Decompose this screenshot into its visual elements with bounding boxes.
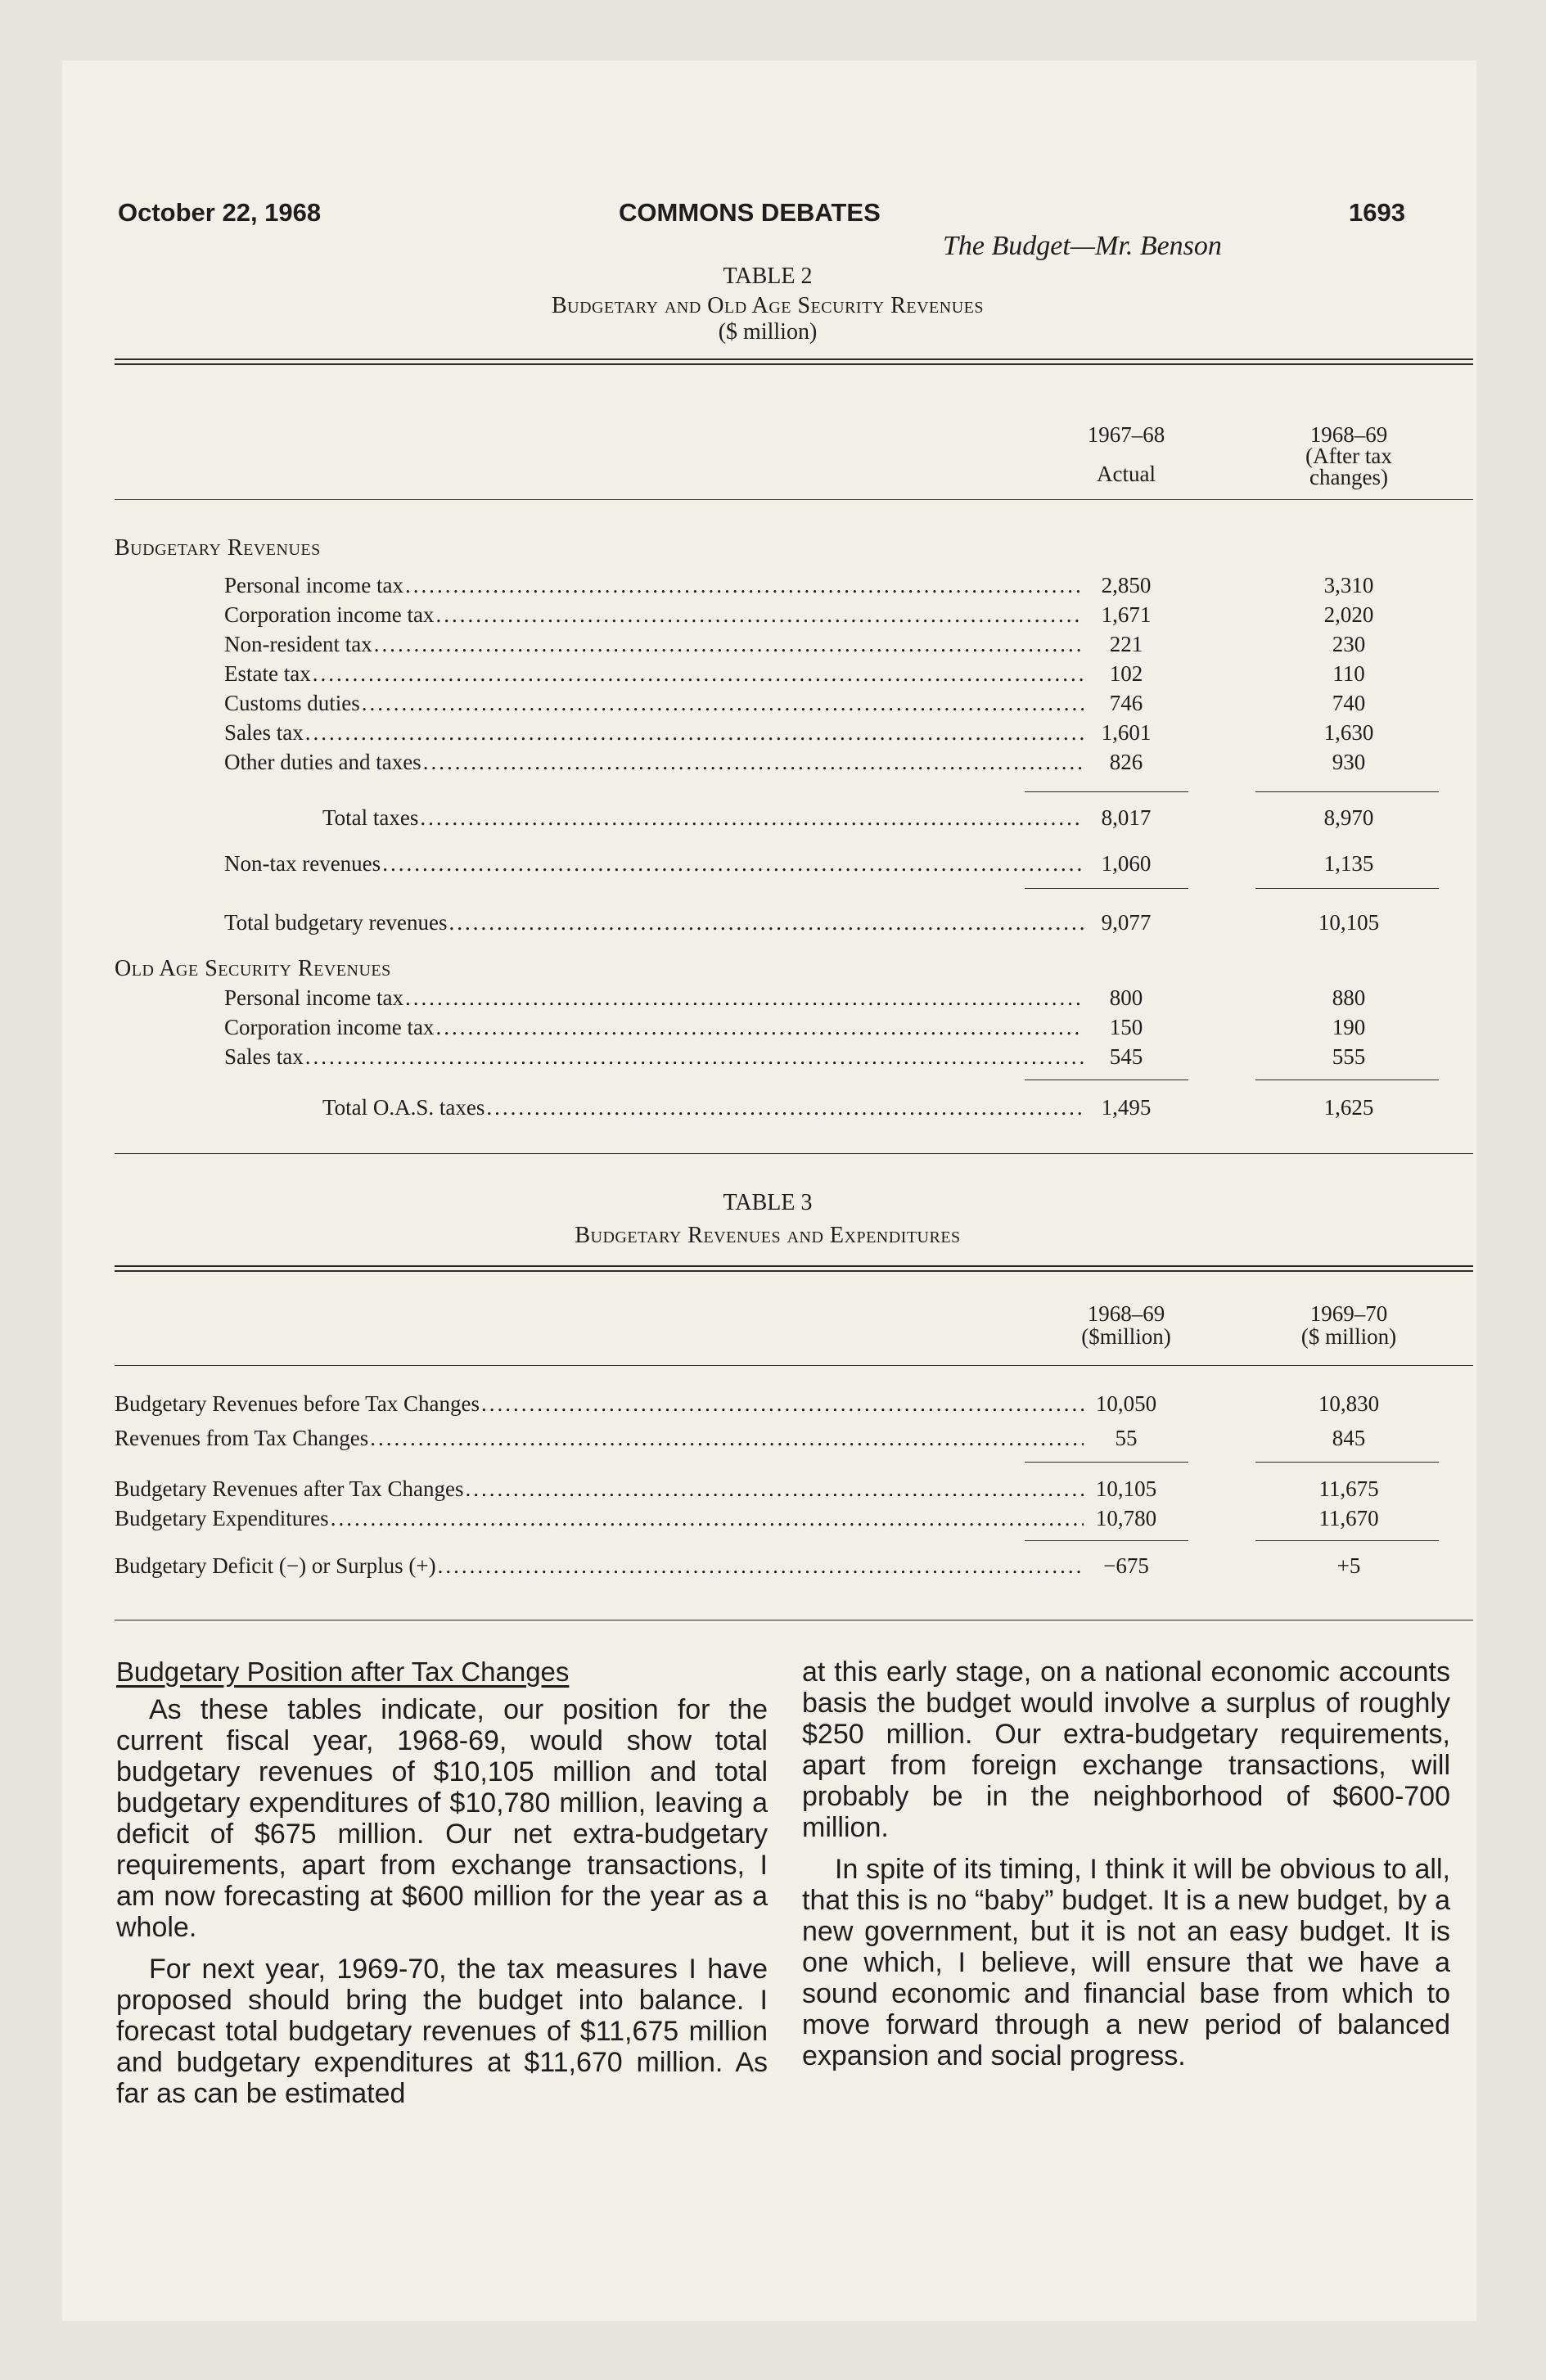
cell-value: 10,780 <box>1095 1506 1157 1530</box>
row-label: Non-tax revenues <box>224 851 381 876</box>
row-label: Budgetary Revenues before Tax Changes <box>115 1391 480 1416</box>
row-label: Non-resident tax <box>224 632 372 656</box>
cell-value: 10,105 <box>1095 1476 1157 1501</box>
table-row <box>115 1552 1084 1580</box>
cell-value: 1,630 <box>1323 720 1374 745</box>
cell-value: 102 <box>1109 661 1143 686</box>
table-row <box>224 601 1084 629</box>
cell-value: 11,670 <box>1318 1506 1379 1530</box>
table-row <box>224 689 1084 717</box>
table-row <box>260 1093 1084 1121</box>
table3-col2-sub: ($ million) <box>1300 1324 1397 1349</box>
row-label: Sales tax <box>224 1044 304 1069</box>
cell-value: 110 <box>1332 661 1365 686</box>
row-label: Corporation income tax <box>224 1015 435 1039</box>
cell-value: 3,310 <box>1323 573 1374 597</box>
table3-head-rule <box>115 1365 1473 1366</box>
subtotal-rule <box>1025 888 1188 889</box>
table2-col1-head: 1967–68 <box>1087 422 1165 447</box>
paragraph: As these tables indicate, our position for the current fiscal year, 1968-69, would show total budgetary revenues of $10,105 million and total budgetary expenditures of $10,780 million, leaving a deficit of $675 million. Our net extra-budgetary requirements, apart from exchange transactions, I am now forecasting at $600 million for the year as a whole. <box>116 1694 768 1943</box>
row-label: Budgetary Revenues after Tax Changes <box>115 1476 464 1501</box>
cell-value: 230 <box>1332 632 1366 656</box>
table-row <box>224 908 1084 936</box>
table2-top-rule-1 <box>115 358 1473 360</box>
cell-value: 2,850 <box>1101 573 1152 597</box>
table2-subtitle: Budgetary and Old Age Security Revenues <box>551 293 985 318</box>
cell-value: 880 <box>1332 985 1366 1010</box>
text-column-right <box>802 1657 1450 2082</box>
subtotal-rule <box>1255 1462 1439 1463</box>
row-label: Total O.A.S. taxes <box>260 1093 486 1121</box>
page-number: 1693 <box>1349 198 1405 227</box>
table-row <box>115 1475 1084 1503</box>
table2-col2-sub1: (After tax <box>1305 444 1392 468</box>
cell-value: 150 <box>1109 1015 1143 1039</box>
paragraph: For next year, 1969-70, the tax measures I have proposed should bring the budget into balance. I forecast total budgetary revenues of $11,675 million and budgetary expenditures at $11,670 million. As far as can be estimated <box>116 1954 768 2109</box>
table-row <box>115 1504 1084 1532</box>
row-label: Revenues from Tax Changes <box>115 1426 369 1450</box>
row-label: Personal income tax <box>224 985 403 1010</box>
table2-section-oas: Old Age Security Revenues <box>115 956 391 981</box>
cell-value: 800 <box>1109 985 1143 1010</box>
row-label: Budgetary Expenditures <box>115 1506 329 1530</box>
cell-value: 8,017 <box>1101 805 1152 830</box>
cell-value: 826 <box>1109 750 1143 774</box>
cell-value: 55 <box>1115 1426 1138 1450</box>
subtotal-rule <box>1255 1540 1439 1541</box>
cell-value: −675 <box>1103 1553 1149 1578</box>
cell-value: 221 <box>1109 632 1143 656</box>
cell-value: 1,495 <box>1101 1095 1152 1120</box>
cell-value: 930 <box>1332 750 1366 774</box>
row-label: Customs duties <box>224 691 360 715</box>
cell-value: 740 <box>1332 691 1366 715</box>
table-row <box>224 630 1084 658</box>
table-row <box>224 660 1084 687</box>
cell-value: 1,060 <box>1101 851 1152 876</box>
row-label: Other duties and taxes <box>224 750 421 774</box>
table3-col2-head: 1969–70 <box>1309 1301 1388 1326</box>
cell-value: 746 <box>1109 691 1143 715</box>
table-row <box>224 1043 1084 1071</box>
table2-section-budgetary: Budgetary Revenues <box>115 535 321 561</box>
row-label: Sales tax <box>224 720 304 745</box>
table2-col2-head: 1968–69 <box>1309 422 1388 447</box>
subtotal-rule <box>1255 791 1439 792</box>
table-row <box>224 1013 1084 1041</box>
cell-value: 9,077 <box>1101 910 1152 935</box>
cell-value: 10,830 <box>1318 1391 1380 1416</box>
cell-value: 1,625 <box>1323 1095 1374 1120</box>
row-label: Corporation income tax <box>224 602 435 627</box>
table-row <box>115 1390 1084 1418</box>
subtotal-rule <box>1025 1540 1188 1541</box>
cell-value: 2,020 <box>1323 602 1374 627</box>
cell-value: 190 <box>1332 1015 1366 1039</box>
table3-col1-head: 1968–69 <box>1087 1301 1165 1326</box>
table2-top-rule-2 <box>115 363 1473 365</box>
cell-value: 10,050 <box>1095 1391 1157 1416</box>
table-row <box>224 748 1084 776</box>
table-row <box>115 1424 1084 1452</box>
table3-top-rule-2 <box>115 1270 1473 1272</box>
row-label: Total budgetary revenues <box>224 910 448 935</box>
table2-head-rule <box>115 499 1473 500</box>
row-label: Estate tax <box>224 661 311 686</box>
table3-col1-sub: ($million) <box>1081 1324 1171 1349</box>
page <box>62 61 1476 2321</box>
paragraph: at this early stage, on a national economic accounts basis the budget would involve a surplus of roughly $250 million. Our extra-budgetary requirements, apart from foreign exchange transactions, will probably be in the neighborhood of $600-700 million. <box>802 1657 1450 1843</box>
subtotal-rule <box>1025 791 1188 792</box>
cell-value: 1,671 <box>1101 602 1152 627</box>
section-heading: Budgetary Position after Tax Changes <box>116 1657 570 1687</box>
table3-subtitle: Budgetary Revenues and Expenditures <box>575 1223 961 1248</box>
cell-value: 555 <box>1332 1044 1366 1069</box>
subtotal-rule <box>1025 1462 1188 1463</box>
table2-col1-sub: Actual <box>1097 462 1156 486</box>
cell-value: 845 <box>1332 1426 1366 1450</box>
cell-value: 8,970 <box>1323 805 1374 830</box>
table-row <box>224 571 1084 599</box>
cell-value: 1,601 <box>1101 720 1152 745</box>
table2-bottom-rule <box>115 1153 1473 1154</box>
row-label: Personal income tax <box>224 573 403 597</box>
row-label: Budgetary Deficit (−) or Surplus (+) <box>115 1553 436 1578</box>
running-head: The Budget—Mr. Benson <box>943 231 1222 261</box>
table2-unit: ($ million) <box>718 319 818 345</box>
cell-value: 11,675 <box>1318 1476 1379 1501</box>
table3-top-rule-1 <box>115 1265 1473 1267</box>
paragraph: In spite of its timing, I think it will be obvious to all, that this is no “baby” budget. It is a new budget, by a new government, but it is not an easy budget. It is one which, I believe, will ensure that we have a sound economic and financial base from which to move forward through a new period of balanced expansion and social progress. <box>802 1854 1450 2071</box>
cell-value: +5 <box>1336 1553 1361 1578</box>
header-date: October 22, 1968 <box>118 198 322 227</box>
table-row <box>224 984 1084 1012</box>
table-row <box>224 850 1084 877</box>
table2-title: TABLE 2 <box>723 264 813 289</box>
header-title: COMMONS DEBATES <box>619 198 881 227</box>
text-column-left <box>116 1657 768 2120</box>
cell-value: 545 <box>1109 1044 1143 1069</box>
table-row <box>224 719 1084 746</box>
table3-title: TABLE 3 <box>723 1190 813 1215</box>
table-row <box>260 804 1084 832</box>
row-label: Total taxes <box>260 804 420 832</box>
cell-value: 1,135 <box>1323 851 1374 876</box>
cell-value: 10,105 <box>1318 910 1380 935</box>
table2-col2-sub2: changes) <box>1309 465 1388 489</box>
subtotal-rule <box>1255 888 1439 889</box>
